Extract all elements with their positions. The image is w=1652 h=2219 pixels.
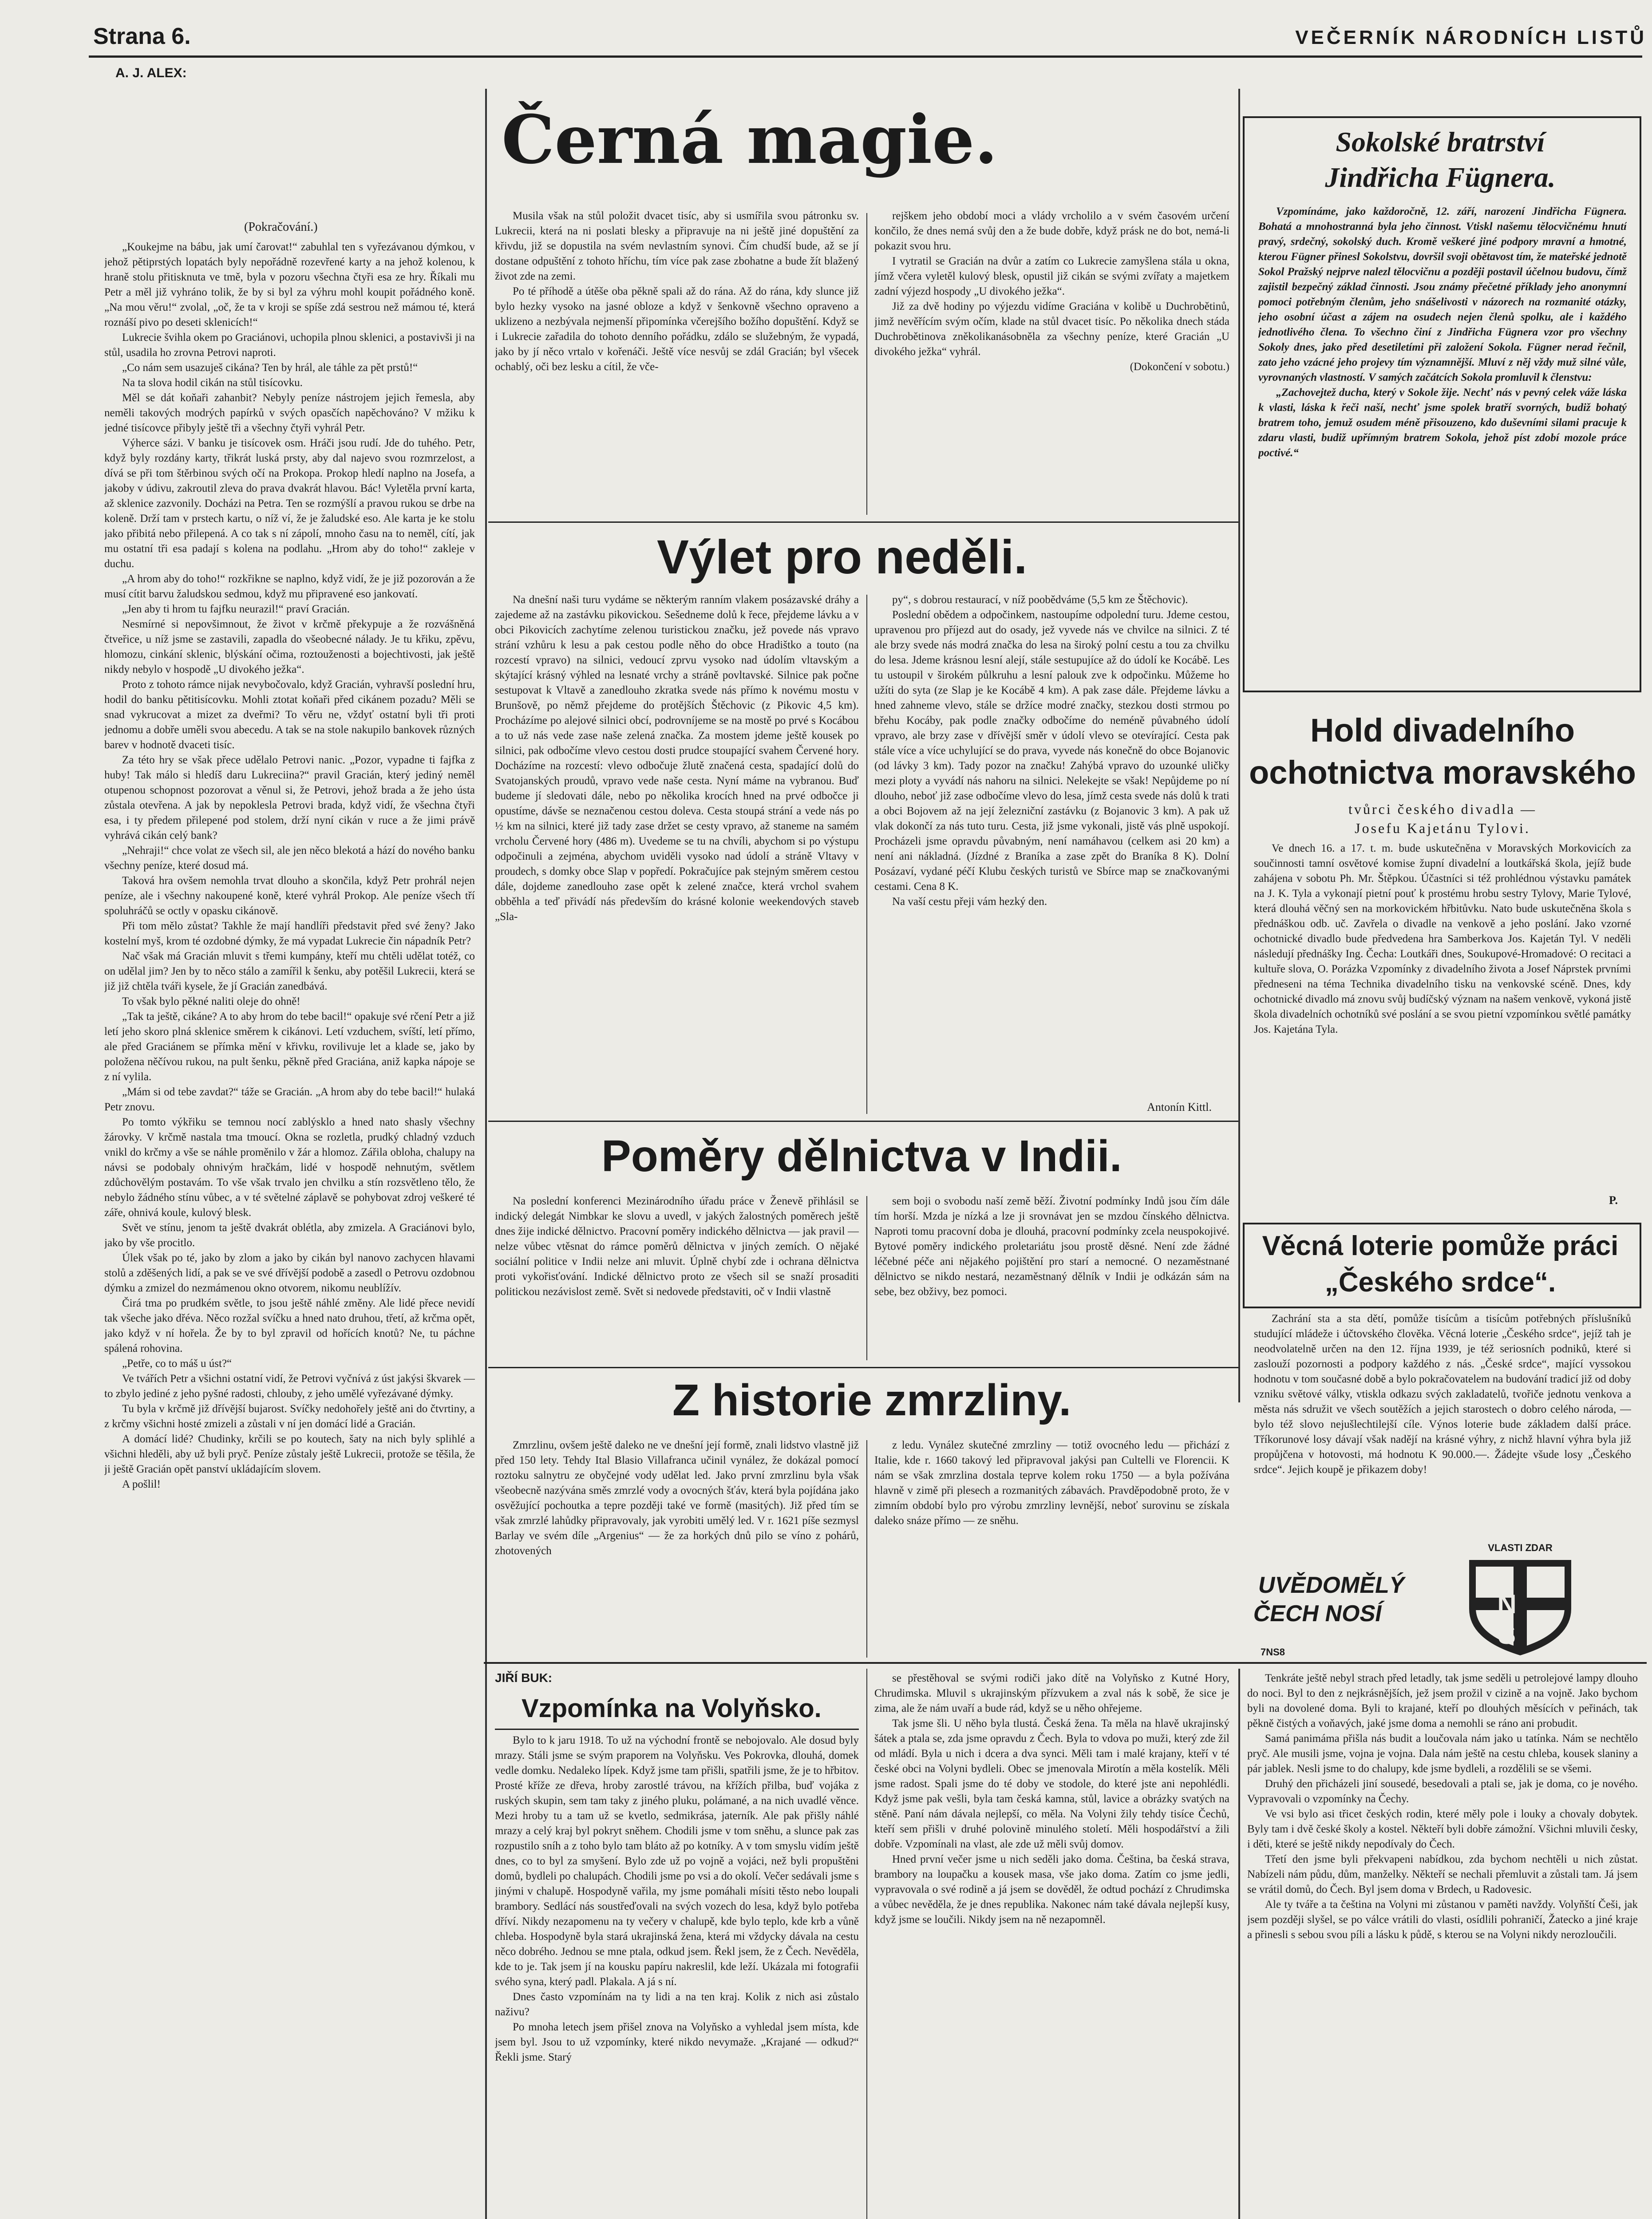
paragraph: A pošlil!: [122, 1478, 161, 1490]
paragraph: Vzpomínáme, jako každoročně, 12. září, narození Jindřicha Fügnera. Bohatá a mnohostranná byla jeho činnost. Vtiskl našemu tělocvičnému hnutí pravý, srdečný, sokolský duch. Kromě veškeré jiné podpory mravní a hmotné, kterou Fügner přinesl Sokolstvu, dovršil svoji obětavost tím, že mateřské jednotě Sokol Pražský nejprve nalezl tělocvičnu a později postavil účelnou budovu, čímž zajistil bezpečný základ činnosti. Jsou známy přečetné příklady jeho anonymní pomoci potřebným členům, jeho snášelivosti v názorech na rozmanité otázky, jeho osobní účast a zájem na osudech nejen členů spolku, ale i každého jednotlivého člena. To všechno činí z Jindřicha Fügnera vzor pro všechny Sokoly dnes, jako před desetiletími při založení Sokola. Fügner nerad řečnil, zato jeho vzácné jeho projevy tím významnější. Mluví z něj vždy muž silné vůle, vyrovnaných vlastností. V samých začátcích Sokola promluvil k členstvu:: [1258, 205, 1627, 383]
article-column: [1258, 204, 1627, 683]
paragraph: Poslední obědem a odpočinkem, nastoupíme odpolední turu. Jdeme cestou, upravenou pro příjezd aut do osady, jež vyvede nás ve chvilce na silnici. Z té ale brzy svede nás modrá značka do lesa na široký polní cestu a tou za chvilku do lesa. Jdeme krásnou lesní alejí, stále sestupujíce až do údolí ke Kocábě. Les tu ustoupil v širokém půlkruhu a lesní palouk zve k odpočinku. Můžeme ho užíti do syta (ze Slap je ke Kocábě 4 km). A pak zase dále. Přejdeme lávku a hned zahneme vlevo, stále se držíce modré značky, stezkou dosti strmou po břehu Kocáby, pak podle značky odbočíme do neméně půvabného údolí vpravo, ale brzy zase v dřívější směr v údolí vlevo se otevírající. Cesta pak stále více a více uchylující se do prava, vyvede nás konečně do obce Bojanovic (od lávky 3 km). Tady pozor na značku! Zahýbá vpravo do uzounké uličky mezi ploty a vyvádí nás nahoru na silnici. Nelekejte se však! Nepůjdeme po ní dlouho, neboť již zase odbočíme vlevo do lesa, jímž cesta svede nás dolů k trati a obci Bojovem až na její železniční zastávku (z Bojanovic 3 km). A pak už vlak dokončí za nás tuto turu. Cesta, již jsme vykonali, jistě vás plně uspokojí. Procházeli jsme opravdu půvabným, není namáhavou (celkem asi 20 km) a není ani nákladná. (Jízdné z Braníka a zase zpět do Braníka 8 K). Dolní Posázaví, vydané péčí Klubu českých turistů ve Sbírce map se značkovanými cestami. Cena 8 K.: [874, 609, 1229, 892]
section-rule: [488, 521, 1238, 523]
subtitle: tvůrci českého divadla —: [1348, 801, 1537, 817]
article-column: [874, 1671, 1229, 2219]
article-column: [874, 209, 1229, 515]
author-signature: P.: [1609, 1194, 1618, 1207]
paragraph: Ale ty tváře a ta čeština na Volyni mi zůstanou v paměti navždy. Volyňští Češi, jak jsem později slyšel, se po válce vrátili do vlasti, osídlili pohraničí, Žatecko a jiné kraje a přinesli s sebou svou píli a lásku k půdě, s kterou se na Volyni nikdy nerozloučili.: [1247, 1899, 1638, 1941]
badge-letters: N S: [1497, 1589, 1543, 1650]
paragraph: Na dnešní naši turu vydáme se některým ranním vlakem posázavské dráhy a zajedeme až na zastávku pikovickou. Sešedneme dolů k řece, přejdeme lávku a v obci Pikovicích zachytíme zelenou turistickou značku, jež povede nás vpravo strání vzhůru k lesu a pak cestou podle něho do obce Hradištko a touto (na rozcestí vpravo) na silnici, vedoucí zprvu vysoko nad údolím vltavským a skýtající krásný výhled na lesnaté vrchy a stráně povltavské. Silnice pak počne sestupovat k Vltavě a zanedlouho zkratka svede nás přímo k novému mostu v Brunšově, po němž přejdeme do protějších Štěchovic (z Pikovic 4,5 km). Procházíme po alejové silnici obcí, podrovníjeme se na mostě po prvé s Kocábou a to už nás vede zase naše zelená značka. Za mostem jdeme ještě kousek po silnici, pak odbočíme vlevo cestou dosti prudce stoupající svahem Červené hory. Docházíme na rozcestí: vlevo odbočuje žlutě značená cesta, spadající dolů do Svatojanských proudů, vpravo vede naše cesta. Nyní máme na vybranou. Buď budeme jí sledovati dále, nebo po několika krocích hned na prvé odbočce ji opustíme, dávše se neznačenou cestou doleva. Cesta stoupá strání a vede nás po ½ km na silnici, které již tady zase držet se cesty vpravo, až staneme na samém vrcholu Červené hory (486 m). Uvedeme se tu na chvíli, abychom si po výstupu odpočinuli a zejména, abychom uviděli vysoko nad údolí a stráně Vltavy v proudech, s domky obce Slap v popředí. Pokračujíce pak stejným směrem cestou dále, dojdeme zanedlouho zase opět k zelené značce, která vrchol svahem obběhla a teď přivádí nás především do krásné kolonie weekendových staveb „Sla-: [495, 594, 859, 923]
paragraph: Za této hry se však přece udělalo Petrovi nanic. „Pozor, vypadne ti fajfka z huby! Tak málo si hledíš daru Lukreciina?“ pravil Gracián, který jediný neměl otupenou schopnost pozorovat a věnul si, že Petrovi, jehož brada a že jeho ústa zůstala otevřena. A jak by nepoklesla Petrovi brada, když vidí, že všechna čtyři esa, i ty předem přilepené pod stolem, drží nyní cikán v ruce a že jimi právě vyhrává cikán celý bank?: [104, 754, 475, 841]
column-divider: [1238, 89, 1240, 1402]
article-column: [874, 1194, 1229, 1362]
paragraph: „Petře, co to máš u úst?“: [122, 1358, 232, 1370]
paragraph: „Co nám sem usazuješ cikána? Ten by hrál, ale táhle za pět prstů!“: [122, 362, 418, 374]
paragraph: Zachrání sta a sta dětí, pomůže tisícům a tisícům potřebných příslušníků studující mládeže i účtovského člověka. Věcná loterie „Českého srdce“, jejíž tah je neodvolatelně určen na den 12. října 1939, je též seriosních podniků, které si zaslouží pozornosti a podpory každého z nás. „České srdce“, mající vyssokou hodnotu v tom současné době a bylo pokračovatelem na budování tradicí již od doby vzniku světové války, vtiskla odkazu svých zakladatelů, tvořiče jednotu venkova a města nás sdružit ve všech soutěžích a jejich starostech o dobro celého národa, — bylo též slovo nejušlechtilejší cíle. Výnos loterie bude základem další práce. Tříkorunové losy dávají však nadějí na krásné výhry, z nichž hlavní výhra byla již propůjčena v hotovosti, má hodnotu K 90.000.—. Žádejte všude losy „Českého srdce“. Jejich koupě je přikazem doby!: [1254, 1313, 1631, 1476]
article-column: [1254, 841, 1631, 1192]
column-divider: [1238, 1669, 1240, 2219]
paragraph: A domácí lidé? Chudinky, krčili se po koutech, šaty na nich byly splihlé a všichni hleděli, aby už byli pryč. Peníze zůstaly ještě Lukrecii, protože se těšila, že ji ještě Gracián opět panství ukládajícím slovem.: [104, 1433, 475, 1475]
paragraph: Hned první večer jsme u nich seděli jako doma. Čeština, ba česká strava, brambory na loupačku a kousek masa, vše jako doma. Zatím co jsme jedli, vypravovala o své rodině a já jsem se dověděl, že odtud pochází z Chrudimska a vůbec nevěděla, že je dnes republika. Nakonec nám také dávala nejlepší kusy, když jsme se loučili. Nikdy jsem na ně nezapomněl.: [874, 1853, 1229, 1926]
article-column: [495, 1194, 859, 1362]
continuation-note: (Pokračování.): [244, 220, 318, 234]
author-signature: Antonín Kittl.: [1147, 1101, 1212, 1113]
paragraph: I vytratil se Gracián na dvůr a zatím co Lukrecie zamyšlena stála u okna, jímž včera vyletěl kulový blesk, opustil již cikán se svými zvířaty a majetkem zadní výjezd hospody „U divokého ježka“.: [874, 255, 1229, 297]
article-title: Z historie zmrzliny.: [672, 1375, 1071, 1425]
paragraph: Samá panimáma přišla nás budit a loučovala nám jako u tatínka. Nám se nechtělo pryč. Ale musili jsme, vojna je vojna. Dala nám ještě na cestu chleba, kousek slaniny a pár jablek. Nesli jsme to do chalupy, kde jsme bydleli, a rozdělili se se všemi.: [1247, 1733, 1638, 1775]
paragraph: Na ta slova hodil cikán na stůl tisícovku.: [122, 377, 303, 389]
article-title: Černá magie.: [502, 101, 998, 179]
column-divider: [866, 213, 867, 515]
article-column: [1247, 1671, 1638, 2219]
paragraph: Dnes často vzpomínám na ty lidi a na ten kraj. Kolik z nich asi zůstalo naživu?: [495, 1991, 859, 2018]
article-title: Poměry dělnictva v Indii.: [601, 1131, 1122, 1181]
paragraph: „Nehraji!“ chce volat ze všech sil, ale jen něco blekotá a hází do nového banku všechny peníze, které dosud má.: [104, 845, 475, 872]
paragraph: Výherce sázi. V banku je tisícovek osm. Hráči jsou rudí. Jde do tuhého. Petr, když byly rozdány karty, třikrát luská prsty, aby dal najevo svou rozmrzelost, a dívá se při tom štěrbinou svých očí na Prokopa. Prokop hledí naplno na Josefa, a jakoby v údivu, zakroutil zleva do prava dvakrát hlavou. Bác! Vyletěla první karta, až sklenice zazvonily. Docházi na Petra. Ten se rozmýšlí a pravou rukou se drbe na koleně. Drží tam v prstech kartu, o níž ví, že je žaludské eso. Ale karta je ke stolu jako přibitá nebo přilepená. A co tak s ní zápolí, mnoho času na to neměl, cítí, jak mu ostatní tři esa padají s kolena na podlahu. „Hrom aby do toho!“ zakleje v duchu.: [104, 437, 475, 570]
paragraph: Ve dnech 16. a 17. t. m. bude uskutečněna v Moravských Morkovicích za součinnosti tamní osvětové komise župní divadelní a loutkářská škola, jejíž bude zahájena v sobotu Ph. Mr. Štěpkou. Účastníci si též prohlédnou výstavku památek na J. K. Tyla a vykonají pietní pouť k prostému hrobu sestry Tylovy, Marie Tylové, která dlouhá věčný sen na morkovickém hřbitůvku. Nato bude uskutečněna škola s přednáškou odb. uč. Zavřela o divadle na venkově a jeho poslání. Jako vzorné ochotnické divadlo bude předvedena hra Samberkova Jos. Kajetán Tyl. V neděli následují přednášky Ing. Čecha: Loutkáři dnes, Soukupové-Hromadové: O recitaci a kultuře slova, O. Porázka Vzpomínky z divadelního života a Josef Náprstek prvními předneseni na téma Technika divadelního tisku na venkovské scéně. Dnes, kdy ochotnické divadlo má znovu svůj budíčský význam na našem venkově, vykoná jistě škola divadelních ochotníků své poslání a se svou pietní vzpomínkou světlé památky Jos. Kajetána Tyla.: [1254, 842, 1631, 1035]
to-be-continued: (Dokončení v sobotu.): [1130, 361, 1229, 373]
paragraph: Nač však má Gracián mluvit s třemi kumpány, kteří mu chtěli udělat totéž, co on udělal jim? Jen by to něco stálo a zamířil k šenku, aby potěšil Lukrecii, která se již již chtěla tváři kysele, že jí Gracián zanedbává.: [104, 950, 475, 992]
paragraph: py“, s dobrou restaurací, v níž poobědváme (5,5 km ze Štěchovic).: [892, 594, 1188, 606]
article-title: Jindřicha Fügnera.: [1325, 162, 1556, 193]
paragraph: Na vaší cestu přeji vám hezký den.: [892, 896, 1047, 908]
paragraph: Na poslední konferenci Mezinárodního úřadu práce v Ženevě přihlásil se indický delegát Nimbkar ke slovu a uvedl, v jakých žalostných poměrech ještě dnes žije indické dělnictvo. Pracovní poměry indického dělnictva — jak pravil — nelze vůbec vtěsnat do rámce poměrů dělnictva v jiných zemích. O nějaké sociální politice v Indii nelze ani mluvit. Úplně chybí zde i ochrana dělnictva proti vykořisťování. Indické dělnictvo proto ze všech sil se snaží prosaditi politickou nezávislost země. Svět si nedovede představiti, oč v Indii vlastně: [495, 1195, 859, 1298]
ad-line: ČECH NOSÍ: [1251, 1601, 1384, 1627]
paragraph: sem boji o svobodu naší země běží. Životní podmínky Indů jsou čím dále tím horší. Mzda je nízká a lze ji srovnávat jen se mzdou čínského dělnictva. Naproti tomu pracovní doba je dlouhá, pracovní podmínky zcela neuspokojivé. Bytové poměry indického proletariátu jsou prostě děsné. Není zde žádné léčebné péče ani nějakého pojištění pro starí a nemocné. O nezaměstnané dělnictvo se nikdo nestará, nezaměstnaný dělník v Indii je odkázán sám na sebe, bez obživy, bez pomoci.: [874, 1195, 1229, 1298]
paragraph: se přestěhoval se svými rodiči jako dítě na Volyňsko z Kutné Hory, Chrudimska. Mluvil s ukrajinským přízvukem a zval nás k sobě, že sice je zima, ale že nám uvaří a bude rád, když se u něho ohřejeme.: [874, 1672, 1229, 1714]
title-underline: [495, 1729, 859, 1730]
column-divider: [866, 1669, 867, 2219]
article-column: [495, 1438, 859, 1660]
section-rule: [484, 1662, 1647, 1664]
newspaper-name: VEČERNÍK NÁRODNÍCH LISTŮ: [1295, 27, 1647, 48]
badge-top-label: VLASTI ZDAR: [1488, 1542, 1553, 1553]
subtitle: Josefu Kajetánu Tylovi.: [1355, 820, 1530, 836]
article-column: [874, 592, 1229, 1098]
paragraph: Taková hra ovšem nemohla trvat dlouho a skončila, když Petr prohrál nejen peníze, ale i všechny nakoupené koně, které vyhrál Prokop. Ale peníze všech tří spoluhráčů se octly v opasku cikánově.: [104, 875, 475, 917]
article-column: [104, 240, 475, 2219]
paragraph: Třetí den jsme byli překvapeni nabídkou, zda bychom nechtěli u nich zůstat. Nabízeli nám půdu, dům, manželky. Někteří se nechali přemluvit a zůstali tam. Já jsem se vrátil domů, do Čech. Byl jsem doma v Brdech, u Radovesic.: [1247, 1853, 1638, 1895]
paragraph: Lukrecie švihla okem po Graciánovi, uchopila plnou sklenici, a postavivši ji na stůl, usadila ho zrovna Petrovi naproti.: [104, 332, 475, 359]
paragraph: Druhý den přicházeli jiní sousedé, besedovali a ptali se, jak je doma, co je nového. Vypravovali o vzpomínky na Čechy.: [1247, 1778, 1638, 1805]
column-divider: [866, 1196, 867, 1360]
paragraph: „A hrom aby do toho!“ rozkřikne se naplno, když vidí, že je již pozorován a že musí cítit barvu žaludskou sedmou, když mu připravené eso jankovatí.: [104, 573, 475, 600]
paragraph: Musila však na stůl položit dvacet tisíc, aby si usmířila svou pátronku sv. Lukrecii, která na ni poslati blesky a připravuje na ni ještě jiné dopuštění za křivdu, již se dopustila na svém nevlastním synovi. Čím chudší bude, až se jí dostane odpuštění z tohoto hříchu, tím více pak zase zbohatne a bude žít blažený život zde na zemi.: [495, 210, 859, 282]
paragraph: To však bylo pěkné naliti oleje do ohně!: [122, 995, 300, 1007]
article-title: Hold divadelního: [1310, 712, 1575, 749]
article-title: „Českého srdce“.: [1324, 1267, 1556, 1298]
paragraph: „Tak ta ještě, cikáne? A to aby hrom do tebe bacil!“ opakuje své rčení Petr a již letí jeho skoro plná sklenice směrem k cikánovi. Letí vzduchem, svíští, letí přímo, ale před Graciánem se přímka mění v křivku, rovilivuje let a klade se, jako by položena něčívou rukou, na pult šenku, pěkně před Graciána, aniž kapka nápoje se z ní vylila.: [104, 1011, 475, 1083]
paragraph: „Mám si od tebe zavdat?“ táže se Gracián. „A hrom aby do tebe bacil!“ hulaká Petr znovu.: [104, 1086, 475, 1113]
header-rule: [89, 55, 1642, 58]
paragraph: Zmrzlinu, ovšem ještě daleko ne ve dnešní její formě, znali lidstvo vlastně již před 150 lety. Tehdy Ital Blasio Villafranca učinil vynález, že dokázal pomocí roztoku salnytru ze obyčejné vody udělat led. Jako první zmrzlinu byla však všeobecně nazývána směs zmrzlé vody a ovocných šťáv, která byla pojídána jako osvěžující pochoutka a tepre později také ve formě (masitých). Již před tím se však zmrzlé lahůdky připravovaly, jak vyrobiti umělý led. V r. 1621 píše sezmysl Barlay ve svém díle „Argenius“ — že za horkých dnů pilo se víno z pohárů, zhotovených: [495, 1439, 859, 1557]
paragraph: Po mnoha letech jsem přišel znova na Volyňsko a vyhledal jsem místa, kde jsem byl. Jsou to už vzpomínky, které nikdo nevymaže. „Krajané — odkud?“ Řekli jsme. Starý: [495, 2021, 859, 2063]
ad-code: 7NS8: [1261, 1646, 1285, 1658]
ad-slogan: [1251, 1571, 1439, 1628]
paragraph: Měl se dát koňaři zahanbit? Nebyly peníze nástrojem jejich řemesla, aby neměli takových modrých papírků v svých opasčích napěchováno? V mžiku k jedné tisícovce přibyly ještě tři a všechny čtyři vyhrál Petr.: [104, 392, 475, 434]
article-column: [495, 592, 859, 1116]
paragraph: z ledu. Vynález skutečné zmrzliny — totiž ovocného ledu — přichází z Italie, kde r. 1660 takový led připravoval jakýsi pan Cultelli ve Florencii. K nám se však zmrzlina dostala teprve kolem roku 1750 — a byla požívána hlavně v zimě při plesech a rozmanitých zábavách. Pravděpodobně proto, že v zimním období bylo pro výrobu zmrzliny levnější, neboť surovinu se získala daleko snáze přímo — ze sněhu.: [874, 1439, 1229, 1527]
article-title: Vzpomínka na Volyňsko.: [522, 1694, 822, 1723]
paragraph: Čirá tma po prudkém světle, to jsou ještě náhlé změny. Ale lidé přece nevidí tak všeche jako dřéva. Něco rozžal svíčku a hned nato druhou, třetí, až krčma opět, jako když v ní hořela. Že by to byl zpravil od hořících knotů? Ne, tu páchne spálená rohovina.: [104, 1297, 475, 1354]
ad-line: UVĚDOMĚLÝ: [1256, 1572, 1407, 1598]
paragraph: rejškem jeho období moci a vlády vrcholilo a v svém časovém určení končilo, že dnes nemá svůj den a že bude dobře, když prásk ne do bot, nemá-li pokazit svou hru.: [874, 210, 1229, 252]
paragraph: Nesmírné si nepovšimnout, že život v krčmě překypuje a že rozvášněná čtveřice, u níž jsme se zastavili, zapadla do všeobecné nálady. Je tu křiku, zpěvu, hlomozu, cinkání sklenic, blýskání očima, roztouženosti a bojechtivosti, jak ještě nikdy nebylo v hospodě „U divokého ježka“.: [104, 618, 475, 675]
column-divider: [866, 595, 867, 1114]
paragraph: Tak jsme šli. U něho byla tlustá. Česká žena. Ta měla na hlavě ukrajinský šátek a ptala se, zda jsme opravdu z Čech. Byla to vdova po muži, který zde žil od mládí. Byla u nich i dcera a dva synci. Měli tam i malé krajany, kteří v té české obci na Volyni bydleli. Obec se jmenovala Mirotín a měla kostelík. Měli jsme radost. Spali jsme do té doby ve stodole, do které jste ani nepohlédli. Když jsme pak vešli, byla tam česká kamna, stůl, lavice a obrázky svatých na stěně. Paní nám dávala nejlepší, co měla. Na Volyni žily tehdy tisíce Čechů, kteří sem přišli v druhé polovině minulého století. Měli hospodářství a žili dobře. Vzpomínali na vlast, ale zde už měli svůj domov.: [874, 1718, 1229, 1850]
paragraph: Ve vsi bylo asi třicet českých rodin, které měly pole i louky a chovaly dobytek. Byly tam i dvě české školy a kostel. Někteří byli dobře zámožní. Všichni mluvili česky, i děti, které se ještě nikdy nepodívaly do Čech.: [1247, 1808, 1638, 1850]
article-column: [495, 209, 859, 515]
article-title: ochotnictva moravského: [1249, 754, 1636, 791]
article-title: Věcná loterie pomůže práci: [1262, 1231, 1619, 1261]
paragraph: Po tomto výkřiku se temnou nocí zablýsklo a hned nato shasly všechny žárovky. V krčmě nastala tma tmoucí. Okna se rozletla, prudký chladný vzduch vnikl do krčmy a vše se náhle proměnilo v žár a hlomoz. Zářila obloha, chalupy na návsi se podobaly ohnivým hračkám, lidé v hospodě nehnutým, světlem zdůchovělým postavám. To vše však trvalo jen chvilku a stín rozsvětleno tělo, že nebylo žádného stínu vůbec, a v té světelné záplavě se pohybovat zdroj veškeré té záře, ohnivá koule, kulový blesk.: [104, 1116, 475, 1219]
column-divider: [485, 89, 487, 2219]
paragraph: Ve tvářích Petr a všichni ostatní vidí, že Petrovi vyčnívá z úst jakýsi škvarek — to zbylo jediné z jeho pyšné radosti, chlouby, z jeho umělé vyřezávané dýmky.: [104, 1373, 475, 1400]
paragraph: Již za dvě hodiny po výjezdu vidíme Graciána v kolibě u Duchrobětinů, jimž nevěřícím svým očím, klade na stůl dvacet tisíc. Po několika dnech stáda Duchrobětinova zněkolikanásobněla za všechny peníze, které Gracián „U divokého ježka“ vyhrál.: [874, 300, 1229, 358]
paragraph: Bylo to k jaru 1918. To už na východní frontě se nebojovalo. Ale dosud byly mrazy. Stáli jsme se svým praporem na Volyňsku. Ves Pokrovka, dlouhá, domek vedle domku. Nedaleko lípek. Když jsme tam přišli, spatřili jsme, že je to hřbitov. Prosté kříže ze dřeva, hroby zarostlé trávou, na křížích přilba, buď vojáka z ruských skupin, sem tam taky z jiného pluku, polámané, a na nich uvadlé věnce. Mezi hroby tu a tam už se kvetlo, sedmikrása, jaterník. Ale pak přišly náhlé mrazy a celý kraj byl pokryt sněhem. Chodili jsme v tom sněhu, a slunce pak zas rozpustilo sníh a z toho bylo tam bláto až po kotníky. A v tom smyslu vidím ještě dnes, co to byl za smyšení. Bylo zde už po vojně a vojáci, než byli propuštěni domů, bydleli po chalupách. Chodili jsme po vsi a do okolí. Večer sedávali jsme s jinými v chalupě. Hospodyně vařila, my jsme pomáhali mísiti těsto nebo loupali brambory. Sedlácí nás soustřeďovali na svých vozech do lesa, když bylo potřeba dříví. Nikdy nezapomenu na ty večery v chalupě, kde bylo teplo, kde krb a vůně chleba. Hospodyně byla stará ukrajinská žena, která mi vždycky dávala na cestu něco dobrého. Jednou se mne ptala, odkud jsem. Řekl jsem, že z Čech. Nevěděla, kde to je. Tak jsem jí na kousku papíru nakreslil, kde leží. Ukázala mi fotografii svého syna, který padl. Plakala. A já s ní.: [495, 1734, 859, 1988]
page-number: Strana 6.: [93, 24, 191, 49]
article-title: Výlet pro neděli.: [657, 530, 1028, 584]
section-rule: [488, 1367, 1238, 1368]
paragraph: Při tom mělo zůstat? Takhle že mají handlíři představit před své ženy? Jako kostelní myš, krom té ozdobné dýmky, že má vypadat Lukrecie čin nápadník Petr?: [104, 920, 475, 947]
article-column: [1254, 1311, 1631, 1560]
author-byline: JIŘÍ BUK:: [495, 1671, 553, 1685]
article-column: [874, 1438, 1229, 1660]
column-divider: [866, 1440, 867, 1658]
paragraph: Tu byla v krčmě již dřívější bujarost. Svíčky nedohořely ještě ani do čtvrtiny, a z krčmy všichni hosté zmizeli a zůstali v ní jen domácí lidé a Gracián.: [104, 1403, 475, 1430]
paragraph: Proto z tohoto rámce nijak nevybočovalo, když Gracián, vyhravší poslední hru, hodil do banku pětitisícovku. Mohli ztotat koňaři před cikánem pozadu? Měli se snad vykrucovat a mizet za dveřmi? To věru ne, vždyť ostatní byli tři proti jednomu a dobře uměli svou abecedu. A tak se na stole nakupilo bankovek různých barev v hodnotě dvaceti tisíc.: [104, 679, 475, 751]
paragraph: Svět ve stínu, jenom ta ještě dvakrát oblétla, aby zmizela. A Graciánovi bylo, jako by vše procitlo.: [104, 1222, 475, 1249]
paragraph: Po té příhodě a útěše oba pěkně spali až do rána. Až do rána, kdy slunce již bylo hezky vysoko na jasné obloze a když v šenkovně všechno opraveno a uklizeno a nezbývala nejmenší připomínka včerejšího božího dopuštění. Když se i Lukrecie zařadila do tohoto denního pořádku, zdálo se služebným, že vypadá, jako by jí něco vrtalo v kořenáči. Ještě více nesvůj se zdál Gracián; byl všecek ochablý, oči bez lesku a cítil, že vče-: [495, 285, 859, 373]
section-rule: [488, 1121, 1238, 1122]
paragraph: „Koukejme na bábu, jak umí čarovat!“ zabuhlal ten s vyřezávanou dýmkou, v jehož pětiprstých lopatách byly nepořádně rozevřené karty a na jehož kolenou, k hraně stolu přitisknuta ve tmě, byla v pozoru všechna čtyři esa ze hry. Říkali mu Petr a měl již vyhráno tolik, že by si byl za výhru mohl koupit pořádného koně. „Na mou věru!“ zvolal, „oč, že ta v kroji se spíše zdá sestrou než mámou té, která roznáší pivo po deseti sklenicích!“: [104, 241, 475, 328]
paragraph: „Jen aby ti hrom tu fajfku neurazil!“ praví Gracián.: [122, 603, 350, 615]
author-byline: A. J. ALEX:: [115, 66, 187, 80]
article-column: [495, 1733, 859, 2219]
paragraph: Úlek však po té, jako by zlom a jako by cikán byl nanovo zachycen hlavami stolů a zděšených lidí, a pak se ve své dřívější podobě a zasedl o Petrovu ozdobnou dýmku a zmizel do nezmámenou okno otvorem, nikomu neublížív.: [104, 1252, 475, 1294]
quote: „Zachovejtež ducha, který v Sokole žije. Nechť nás v pevný celek váže láska k vlasti, láska k řeči naší, nechť jsme spolek bratří svorných, budiž bohatý bratrem toho, jemuž osudem méně přisouzeno, kdo duševními silami pracuje k zdaru vlasti, budiž upřímným bratrem Sokola, jehož píst zdobí mozole práce poctivé.“: [1258, 387, 1627, 459]
paragraph: Tenkráte ještě nebyl strach před letadly, tak jsme seděli u petrolejové lampy dlouho do noci. Byl to den z nejkrásnějších, jež jsem prožil v cizině a na vojně. Jako bychom byli na dovolené doma. Byli to krajané, kteří po dlouhých měsících v peřinách, tak pěkně čistých a voňavých, jaké jsme doma a nemohli se ráno ani probudit.: [1247, 1672, 1638, 1729]
article-title: Sokolské bratrství: [1336, 126, 1545, 158]
